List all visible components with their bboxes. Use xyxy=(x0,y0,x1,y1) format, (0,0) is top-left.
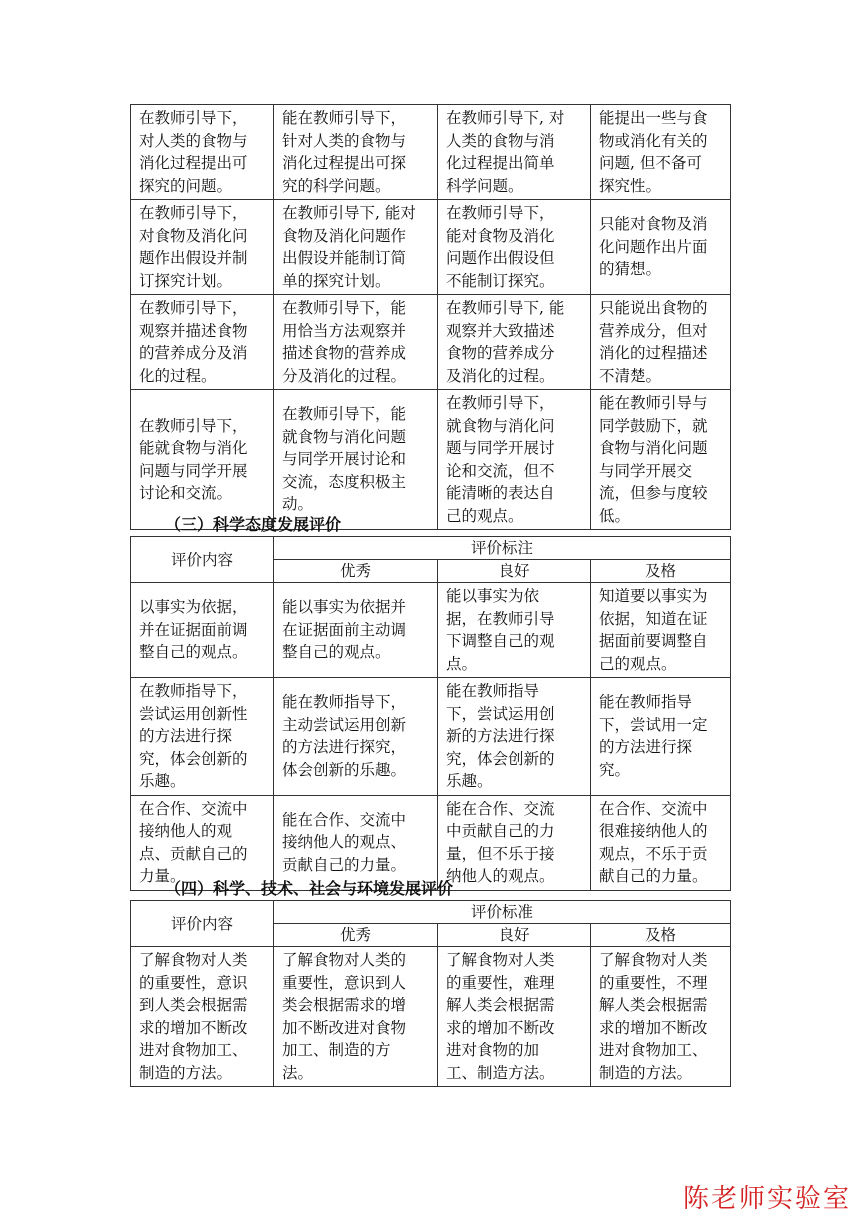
pass-cell: 在合作、交流中 很难接纳他人的 观点，不乐于贡 献自己的力量。 xyxy=(591,795,731,890)
table-row xyxy=(131,105,731,200)
good-cell: 在教师引导下, 能 观察并大致描述 食物的营养成分 及消化的过程。 xyxy=(438,295,591,390)
pass-cell: 只能对食物及消 化问题作出片面 的猜想。 xyxy=(591,200,731,295)
criteria-cell: 在教师指导下， 尝试运用创新性 的方法进行探 究，体会创新的 乐趣。 xyxy=(131,678,274,796)
pass-cell: 能在教师引导与 同学鼓励下，就 食物与消化问题 与同学开展交 流，但参与度较 低。 xyxy=(591,390,731,530)
criteria-cell: 在合作、交流中 接纳他人的观 点、贡献自己的 力量。 xyxy=(131,795,274,890)
good-cell: 在教师引导下， 能对食物及消化 问题作出假设但 不能制订探究。 xyxy=(438,200,591,295)
header-content-cell: 评价内容 xyxy=(131,901,274,947)
criteria-cell: 在教师引导下， 能就食物与消化 问题与同学开展 讨论和交流。 xyxy=(131,390,274,530)
excellent-cell: 能在教师引导下， 针对人类的食物与 消化过程提出可探 究的科学问题。 xyxy=(274,105,438,200)
pass-cell: 只能说出食物的 营养成分，但对 消化的过程描述 不清楚。 xyxy=(591,295,731,390)
header-level-good: 良好 xyxy=(438,560,591,583)
attitude-evaluation-table xyxy=(130,536,731,891)
table-row xyxy=(131,200,731,295)
excellent-cell: 了解食物对人类的 重要性，意识到人 类会根据需求的增 加不断改进对食物 加工、制造的方 法。 xyxy=(274,947,438,1087)
stse-evaluation-table xyxy=(130,900,731,1087)
pass-cell: 能提出一些与食 物或消化有关的 问题, 但不备可 探究性。 xyxy=(591,105,731,200)
good-cell: 在教师引导下， 就食物与消化问 题与同学开展讨 论和交流，但不 能清晰的表达自 己的观点。 xyxy=(438,390,591,530)
header-level-good: 良好 xyxy=(438,924,591,947)
section-heading: （四）科学、技术、社会与环境发展评价 xyxy=(165,879,454,898)
header-level-pass: 及格 xyxy=(591,924,731,947)
table-row xyxy=(131,295,731,390)
table-header-row xyxy=(131,537,731,560)
table-header-row xyxy=(131,901,731,924)
criteria-cell: 在教师引导下， 对食物及消化问 题作出假设并制 订探究计划。 xyxy=(131,200,274,295)
header-level-excellent: 优秀 xyxy=(274,924,438,947)
good-cell: 了解食物对人类 的重要性，难理 解人类会根据需 求的增加不断改 进对食物的加 工、制造方法。 xyxy=(438,947,591,1087)
criteria-cell: 以事实为依据， 并在证据面前调 整自己的观点。 xyxy=(131,583,274,678)
pass-cell: 能在教师指导 下，尝试用一定 的方法进行探 究。 xyxy=(591,678,731,796)
good-cell: 能在教师指导 下，尝试运用创 新的方法进行探 究，体会创新的 乐趣。 xyxy=(438,678,591,796)
watermark-text: 陈老师实验室 xyxy=(683,1184,852,1214)
excellent-cell: 能在教师指导下， 主动尝试运用创新 的方法进行探究， 体会创新的乐趣。 xyxy=(274,678,438,796)
pass-cell: 知道要以事实为 依据，知道在证 据面前要调整自 己的观点。 xyxy=(591,583,731,678)
excellent-cell: 在教师引导下，能 就食物与消化问题 与同学开展讨论和 交流，态度积极主 动。 xyxy=(274,390,438,530)
table-row xyxy=(131,947,731,1087)
criteria-cell: 在教师引导下， 对人类的食物与 消化过程提出可 探究的问题。 xyxy=(131,105,274,200)
table-row xyxy=(131,583,731,678)
inquiry-evaluation-table xyxy=(130,104,731,530)
excellent-cell: 在教师引导下, 能对 食物及消化问题作 出假设并能制订简 单的探究计划。 xyxy=(274,200,438,295)
header-level-excellent: 优秀 xyxy=(274,560,438,583)
header-level-pass: 及格 xyxy=(591,560,731,583)
header-standard-cell: 评价标准 xyxy=(274,901,731,924)
excellent-cell: 能以事实为依据并 在证据面前主动调 整自己的观点。 xyxy=(274,583,438,678)
table-row xyxy=(131,795,731,890)
criteria-cell: 了解食物对人类 的重要性，意识 到人类会根据需 求的增加不断改 进对食物加工、 制造的方法。 xyxy=(131,947,274,1087)
section-heading: （三）科学态度发展评价 xyxy=(165,515,342,534)
table-row xyxy=(131,390,731,530)
header-standard-cell: 评价标注 xyxy=(274,537,731,560)
good-cell: 在教师引导下, 对 人类的食物与消 化过程提出简单 科学问题。 xyxy=(438,105,591,200)
good-cell: 能以事实为依 据，在教师引导 下调整自己的观 点。 xyxy=(438,583,591,678)
excellent-cell: 能在合作、交流中 接纳他人的观点、 贡献自己的力量。 xyxy=(274,795,438,890)
table-row xyxy=(131,678,731,796)
excellent-cell: 在教师引导下，能 用恰当方法观察并 描述食物的营养成 分及消化的过程。 xyxy=(274,295,438,390)
criteria-cell: 在教师引导下， 观察并描述食物 的营养成分及消 化的过程。 xyxy=(131,295,274,390)
pass-cell: 了解食物对人类 的重要性，不理 解人类会根据需 求的增加不断改 进对食物加工、 制造的方法。 xyxy=(591,947,731,1087)
good-cell: 能在合作、交流 中贡献自己的力 量，但不乐于接 纳他人的观点。 xyxy=(438,795,591,890)
header-content-cell: 评价内容 xyxy=(131,537,274,583)
